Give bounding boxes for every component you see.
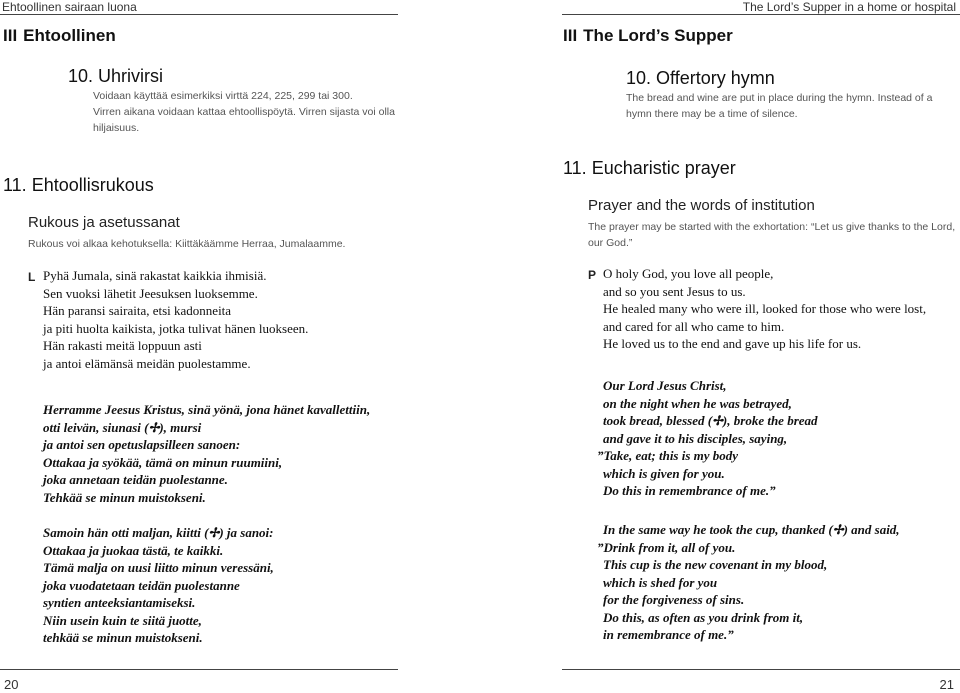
left-cup-words [43,524,274,647]
right-item10-title: Offertory hymn [656,68,775,88]
right-section-title [563,26,733,46]
left-header-rule [0,14,398,15]
left-section-title [3,26,116,46]
institution-line: Ottakaa ja juokaa tästä, te kaikki. [43,542,224,558]
text-line: The bread and wine are put in place during the hymn. Instead of a [626,92,933,104]
institution-line: Samoin hän otti maljan, kiitti (✢) ja sanoi: [43,525,274,540]
institution-line: which is given for you. [603,465,725,481]
prayer-line: ja piti huolta kaikista, jotka tulivat hänen luokseen. [43,320,309,336]
institution-line: Do this, as often as you drink from it, [603,609,804,625]
institution-line: ja antoi sen opetuslapsilleen sanoen: [43,437,241,452]
left-item10-number: 10. [68,66,94,86]
institution-line: which is shed for you [603,574,718,590]
left-bread-words [43,401,370,506]
right-item11-note [588,219,955,251]
institution-line: Our Lord Jesus Christ, [603,378,727,393]
text-line: hiljaisuus. [93,122,140,134]
institution-line: Herramme Jeesus Kristus, sinä yönä, jona hänet kavallettiin, [43,402,371,417]
right-prayer [603,265,926,353]
institution-line: took bread, blessed (✢), broke the bread [603,413,818,428]
right-section-name: The Lord’s Supper [583,26,733,45]
left-item11-note: Rukous voi alkaa kehotuksella: Kiittäkäämme Herraa, Jumalaamme. [28,238,346,250]
institution-line: in remembrance of me.” [603,627,734,642]
prayer-line: Sen vuoksi lähetit Jeesuksen luoksemme. [43,285,258,301]
right-bread-words [597,377,818,500]
right-footer-rule [562,669,960,670]
right-section-numeral: III [563,26,578,45]
prayer-line: He healed many who were ill, looked for those who were lost, [603,301,927,316]
left-item10-heading [68,66,163,87]
right-header-rule [562,14,960,15]
prayer-line: He loved us to the end and gave up his life for us. [603,336,862,351]
institution-line: Tehkää se minun muistokseni. [43,489,206,505]
left-page-number: 20 [4,677,19,692]
prayer-line: ja antoi elämänsä meidän puolestamme. [43,355,251,371]
text-line: our God.” [588,237,633,249]
prayer-line: and so you sent Jesus to us. [603,283,746,299]
prayer-line: Pyhä Jumala, sinä rakastat kaikkia ihmisiä. [43,268,267,283]
right-item10-number: 10. [626,68,652,88]
text-line: Virren aikana voidaan kattaa ehtoollispöytä. Virren sijasta voi olla [93,106,395,118]
left-running-header: Ehtoollinen sairaan luona [2,0,137,14]
institution-line: ”Drink from it, all of you. [597,539,736,555]
institution-line: on the night when he was betrayed, [603,395,792,411]
left-item10-title: Uhrivirsi [98,66,164,86]
left-footer-rule [0,669,398,670]
institution-line: Ottakaa ja syökää, tämä on minun ruumiini, [43,454,283,470]
institution-line: for the forgiveness of sins. [603,592,745,607]
right-running-header: The Lord’s Supper in a home or hospital [742,0,956,14]
institution-line: otti leivän, siunasi (✢), mursi [43,419,202,435]
institution-line: syntien anteeksiantamiseksi. [43,595,196,610]
institution-line: Niin usein kuin te siitä juotte, [43,612,202,628]
text-line: The prayer may be started with the exhortation: “Let us give thanks to the Lord, [588,221,956,233]
institution-line: and gave it to his disciples, saying, [603,430,788,446]
right-item11-number: 11. [563,158,587,178]
right-page-number: 21 [939,677,954,692]
right-item11-heading [563,158,736,179]
left-item11-title: Ehtoollisrukous [31,175,154,195]
prayer-line: Hän rakasti meitä loppuun asti [43,338,202,353]
text-line: hymn there may be a time of silence. [626,108,798,120]
institution-line: In the same way he took the cup, thanked (✢) and said, [603,522,900,537]
institution-line: Tämä malja on uusi liitto minun veressäni, [43,560,274,575]
institution-line: Do this in remembrance of me.” [603,483,776,498]
institution-line: joka annetaan teidän puolestanne. [43,472,228,487]
institution-line: tehkää se minun muistokseni. [43,630,203,645]
prayer-line: O holy God, you love all people, [603,266,774,281]
right-item11-subtitle: Prayer and the words of institution [588,197,815,214]
right-speaker-label: P [588,268,597,282]
right-cup-words [597,521,900,644]
institution-line: This cup is the new covenant in my blood, [603,557,828,572]
text-line: Voidaan käyttää esimerkiksi virttä 224, 225, 299 tai 300. [93,90,353,102]
left-speaker-label: L [28,270,36,284]
right-item10-text [626,90,932,122]
left-item11-subtitle: Rukous ja asetussanat [28,214,180,231]
right-item11-title: Eucharistic prayer [591,158,736,178]
left-section-numeral: III [3,26,18,45]
prayer-line: and cared for all who came to him. [603,318,785,334]
left-item11-heading [3,175,154,196]
institution-line: ”Take, eat; this is my body [597,448,739,463]
prayer-line: Hän paransi sairaita, etsi kadonneita [43,303,232,318]
left-prayer [43,267,308,372]
institution-line: joka vuodatetaan teidän puolestanne [43,577,240,593]
left-section-name: Ehtoollinen [23,26,116,45]
left-item11-number: 11. [3,175,27,195]
left-item10-text [93,88,395,136]
right-item10-heading [626,68,775,89]
